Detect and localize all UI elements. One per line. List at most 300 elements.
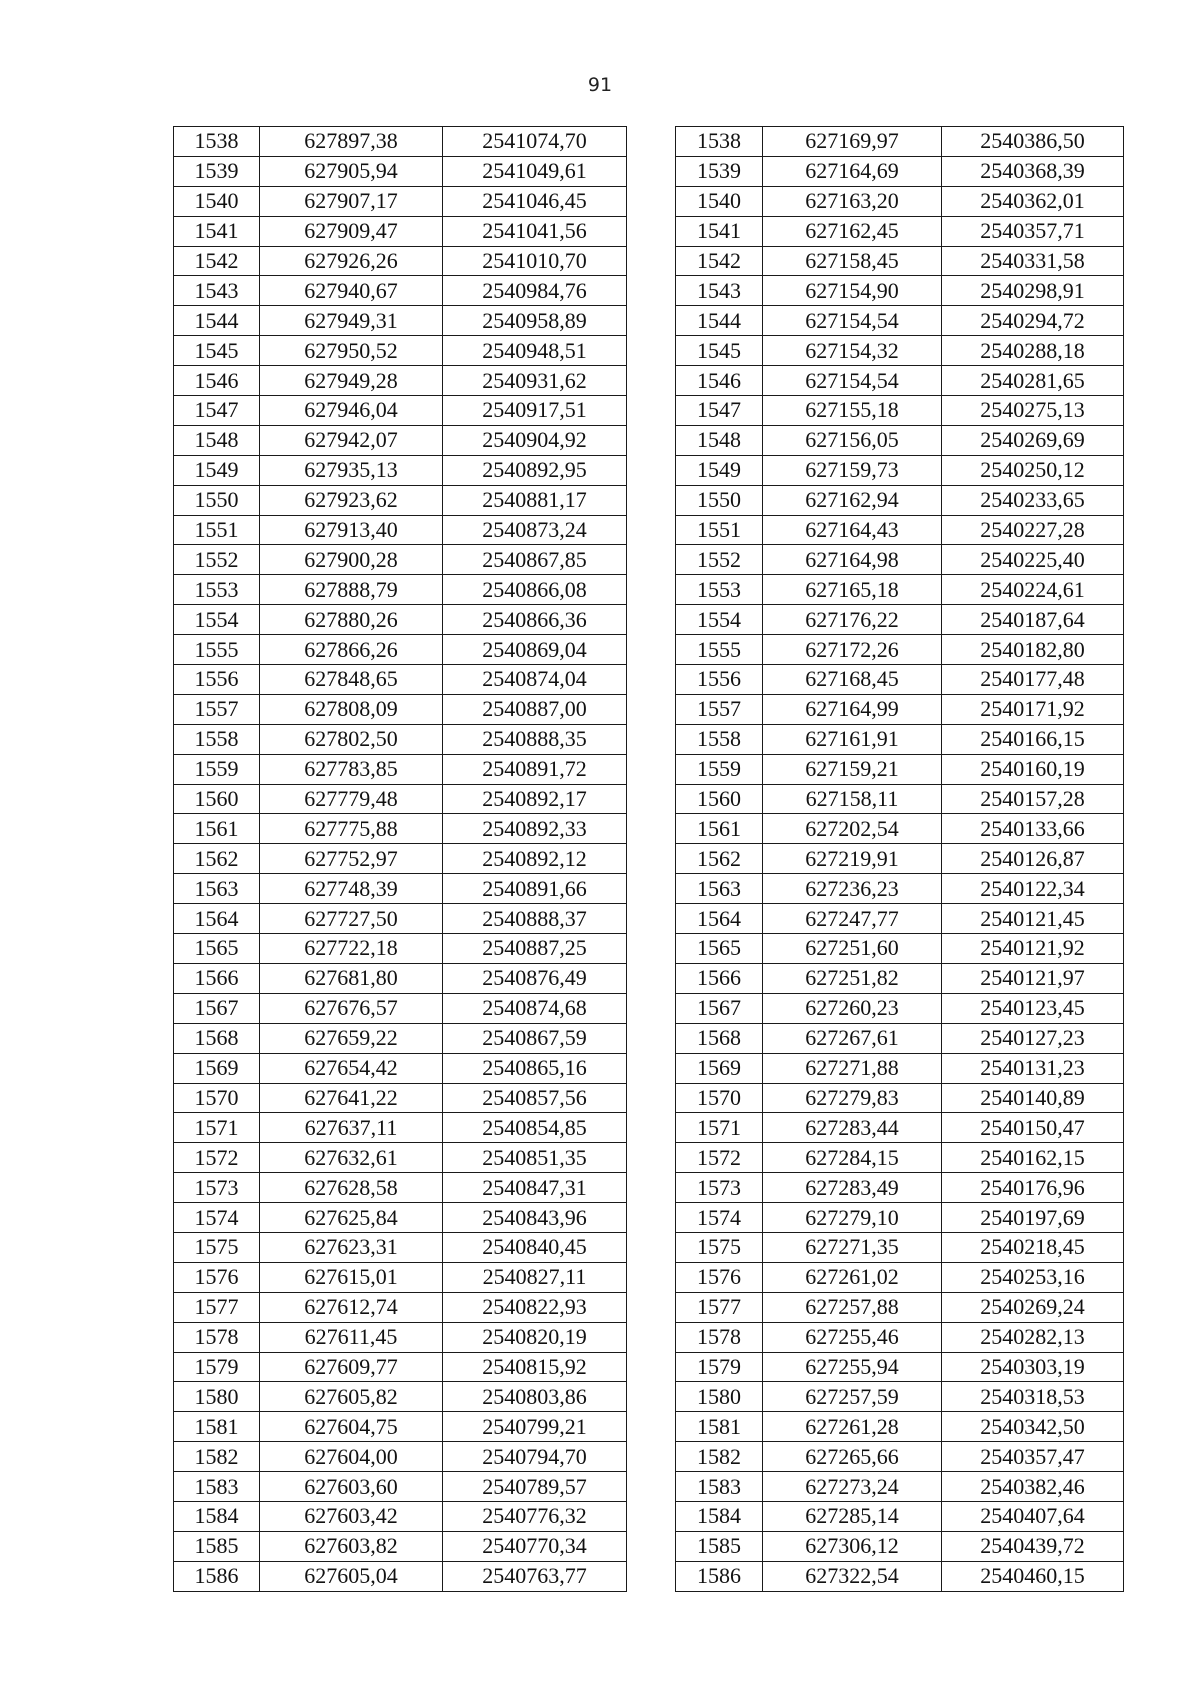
table-row: [174, 515, 1124, 545]
left-y-coordinate-cell: 2540888,35: [443, 724, 627, 754]
right-x-coordinate-cell: 627164,98: [763, 545, 942, 575]
right-point-number-cell: 1552: [676, 545, 763, 575]
left-x-coordinate-cell: 627722,18: [260, 934, 443, 964]
left-point-number-cell: 1563: [174, 874, 260, 904]
left-x-coordinate-cell: 627628,58: [260, 1173, 443, 1203]
left-point-number-cell: 1552: [174, 545, 260, 575]
right-x-coordinate-cell: 627165,18: [763, 575, 942, 605]
right-x-coordinate-cell: 627247,77: [763, 904, 942, 934]
left-x-coordinate-cell: 627946,04: [260, 396, 443, 426]
left-y-coordinate-cell: 2540869,04: [443, 635, 627, 665]
left-x-coordinate-cell: 627752,97: [260, 844, 443, 874]
column-gap: [627, 963, 676, 993]
column-gap: [627, 276, 676, 306]
left-point-number-cell: 1549: [174, 455, 260, 485]
right-y-coordinate-cell: 2540121,45: [942, 904, 1124, 934]
left-y-coordinate-cell: 2540840,45: [443, 1232, 627, 1262]
right-x-coordinate-cell: 627260,23: [763, 993, 942, 1023]
table-row: [174, 1531, 1124, 1561]
left-y-coordinate-cell: 2540876,49: [443, 963, 627, 993]
column-gap: [627, 1412, 676, 1442]
right-y-coordinate-cell: 2540160,19: [942, 754, 1124, 784]
right-point-number-cell: 1557: [676, 694, 763, 724]
right-y-coordinate-cell: 2540123,45: [942, 993, 1124, 1023]
column-gap: [627, 396, 676, 426]
left-y-coordinate-cell: 2540851,35: [443, 1143, 627, 1173]
left-x-coordinate-cell: 627615,01: [260, 1262, 443, 1292]
left-point-number-cell: 1547: [174, 396, 260, 426]
column-gap: [627, 724, 676, 754]
left-x-coordinate-cell: 627900,28: [260, 545, 443, 575]
table-row: [174, 127, 1124, 157]
left-point-number-cell: 1541: [174, 216, 260, 246]
right-point-number-cell: 1567: [676, 993, 763, 1023]
left-point-number-cell: 1574: [174, 1203, 260, 1233]
table-row: [174, 784, 1124, 814]
right-point-number-cell: 1580: [676, 1382, 763, 1412]
right-y-coordinate-cell: 2540171,92: [942, 694, 1124, 724]
left-x-coordinate-cell: 627611,45: [260, 1322, 443, 1352]
right-y-coordinate-cell: 2540362,01: [942, 186, 1124, 216]
left-x-coordinate-cell: 627748,39: [260, 874, 443, 904]
left-point-number-cell: 1578: [174, 1322, 260, 1352]
table-row: [174, 575, 1124, 605]
right-y-coordinate-cell: 2540133,66: [942, 814, 1124, 844]
column-gap: [627, 306, 676, 336]
left-x-coordinate-cell: 627681,80: [260, 963, 443, 993]
column-gap: [627, 784, 676, 814]
left-y-coordinate-cell: 2540873,24: [443, 515, 627, 545]
right-point-number-cell: 1544: [676, 306, 763, 336]
right-x-coordinate-cell: 627257,88: [763, 1292, 942, 1322]
right-y-coordinate-cell: 2540298,91: [942, 276, 1124, 306]
right-x-coordinate-cell: 627162,94: [763, 485, 942, 515]
left-point-number-cell: 1564: [174, 904, 260, 934]
right-x-coordinate-cell: 627271,88: [763, 1053, 942, 1083]
table-row: [174, 1501, 1124, 1531]
left-x-coordinate-cell: 627604,75: [260, 1412, 443, 1442]
table-row: [174, 485, 1124, 515]
column-gap: [627, 814, 676, 844]
right-x-coordinate-cell: 627172,26: [763, 635, 942, 665]
column-gap: [627, 665, 676, 695]
left-point-number-cell: 1560: [174, 784, 260, 814]
right-y-coordinate-cell: 2540386,50: [942, 127, 1124, 157]
right-y-coordinate-cell: 2540303,19: [942, 1352, 1124, 1382]
column-gap: [627, 425, 676, 455]
column-gap: [627, 336, 676, 366]
left-point-number-cell: 1558: [174, 724, 260, 754]
table-row: [174, 1143, 1124, 1173]
column-gap: [627, 515, 676, 545]
right-point-number-cell: 1586: [676, 1561, 763, 1591]
column-gap: [627, 1442, 676, 1472]
left-point-number-cell: 1572: [174, 1143, 260, 1173]
table-row: [174, 934, 1124, 964]
column-gap: [627, 1472, 676, 1502]
page-number: 91: [587, 74, 613, 96]
right-point-number-cell: 1566: [676, 963, 763, 993]
right-y-coordinate-cell: 2540357,47: [942, 1442, 1124, 1472]
left-x-coordinate-cell: 627935,13: [260, 455, 443, 485]
left-y-coordinate-cell: 2540874,68: [443, 993, 627, 1023]
right-point-number-cell: 1578: [676, 1322, 763, 1352]
left-y-coordinate-cell: 2540891,72: [443, 754, 627, 784]
right-point-number-cell: 1558: [676, 724, 763, 754]
left-x-coordinate-cell: 627676,57: [260, 993, 443, 1023]
left-x-coordinate-cell: 627907,17: [260, 186, 443, 216]
left-point-number-cell: 1540: [174, 186, 260, 216]
left-y-coordinate-cell: 2541049,61: [443, 156, 627, 186]
left-x-coordinate-cell: 627654,42: [260, 1053, 443, 1083]
column-gap: [627, 485, 676, 515]
table-row: [174, 1262, 1124, 1292]
left-x-coordinate-cell: 627659,22: [260, 1023, 443, 1053]
left-x-coordinate-cell: 627605,82: [260, 1382, 443, 1412]
table-row: [174, 874, 1124, 904]
table-row: [174, 186, 1124, 216]
left-point-number-cell: 1571: [174, 1113, 260, 1143]
left-x-coordinate-cell: 627802,50: [260, 724, 443, 754]
right-point-number-cell: 1573: [676, 1173, 763, 1203]
right-point-number-cell: 1560: [676, 784, 763, 814]
column-gap: [627, 904, 676, 934]
right-y-coordinate-cell: 2540225,40: [942, 545, 1124, 575]
right-point-number-cell: 1540: [676, 186, 763, 216]
right-point-number-cell: 1549: [676, 455, 763, 485]
left-point-number-cell: 1543: [174, 276, 260, 306]
column-gap: [627, 1113, 676, 1143]
right-point-number-cell: 1574: [676, 1203, 763, 1233]
right-x-coordinate-cell: 627164,43: [763, 515, 942, 545]
right-point-number-cell: 1539: [676, 156, 763, 186]
right-x-coordinate-cell: 627164,69: [763, 156, 942, 186]
column-gap: [627, 455, 676, 485]
column-gap: [627, 127, 676, 157]
left-y-coordinate-cell: 2540881,17: [443, 485, 627, 515]
column-gap: [627, 635, 676, 665]
right-x-coordinate-cell: 627273,24: [763, 1472, 942, 1502]
left-point-number-cell: 1566: [174, 963, 260, 993]
table-row: [174, 276, 1124, 306]
right-x-coordinate-cell: 627164,99: [763, 694, 942, 724]
left-point-number-cell: 1556: [174, 665, 260, 695]
right-point-number-cell: 1569: [676, 1053, 763, 1083]
left-y-coordinate-cell: 2540827,11: [443, 1262, 627, 1292]
table-row: [174, 844, 1124, 874]
left-point-number-cell: 1542: [174, 246, 260, 276]
right-point-number-cell: 1582: [676, 1442, 763, 1472]
left-y-coordinate-cell: 2540892,33: [443, 814, 627, 844]
table-row: [174, 1352, 1124, 1382]
right-x-coordinate-cell: 627283,44: [763, 1113, 942, 1143]
right-x-coordinate-cell: 627161,91: [763, 724, 942, 754]
right-point-number-cell: 1555: [676, 635, 763, 665]
column-gap: [627, 575, 676, 605]
right-y-coordinate-cell: 2540269,69: [942, 425, 1124, 455]
right-y-coordinate-cell: 2540162,15: [942, 1143, 1124, 1173]
right-y-coordinate-cell: 2540253,16: [942, 1262, 1124, 1292]
column-gap: [627, 1232, 676, 1262]
right-point-number-cell: 1564: [676, 904, 763, 934]
right-y-coordinate-cell: 2540250,12: [942, 455, 1124, 485]
left-point-number-cell: 1546: [174, 366, 260, 396]
right-point-number-cell: 1553: [676, 575, 763, 605]
left-y-coordinate-cell: 2540789,57: [443, 1472, 627, 1502]
left-x-coordinate-cell: 627949,31: [260, 306, 443, 336]
left-y-coordinate-cell: 2541046,45: [443, 186, 627, 216]
left-y-coordinate-cell: 2540867,85: [443, 545, 627, 575]
right-y-coordinate-cell: 2540368,39: [942, 156, 1124, 186]
left-x-coordinate-cell: 627950,52: [260, 336, 443, 366]
column-gap: [627, 1083, 676, 1113]
left-y-coordinate-cell: 2540776,32: [443, 1501, 627, 1531]
right-point-number-cell: 1556: [676, 665, 763, 695]
left-x-coordinate-cell: 627632,61: [260, 1143, 443, 1173]
right-point-number-cell: 1542: [676, 246, 763, 276]
column-gap: [627, 1173, 676, 1203]
left-x-coordinate-cell: 627605,04: [260, 1561, 443, 1591]
left-x-coordinate-cell: 627848,65: [260, 665, 443, 695]
left-x-coordinate-cell: 627603,42: [260, 1501, 443, 1531]
left-point-number-cell: 1559: [174, 754, 260, 784]
left-point-number-cell: 1582: [174, 1442, 260, 1472]
column-gap: [627, 1561, 676, 1591]
right-x-coordinate-cell: 627284,15: [763, 1143, 942, 1173]
right-x-coordinate-cell: 627265,66: [763, 1442, 942, 1472]
left-point-number-cell: 1548: [174, 425, 260, 455]
left-y-coordinate-cell: 2540763,77: [443, 1561, 627, 1591]
right-x-coordinate-cell: 627306,12: [763, 1531, 942, 1561]
left-y-coordinate-cell: 2540820,19: [443, 1322, 627, 1352]
right-point-number-cell: 1547: [676, 396, 763, 426]
left-x-coordinate-cell: 627612,74: [260, 1292, 443, 1322]
column-gap: [627, 1143, 676, 1173]
table-row: [174, 1023, 1124, 1053]
column-gap: [627, 754, 676, 784]
column-gap: [627, 934, 676, 964]
column-gap: [627, 216, 676, 246]
right-x-coordinate-cell: 627154,54: [763, 366, 942, 396]
table-row: [174, 1113, 1124, 1143]
right-y-coordinate-cell: 2540282,13: [942, 1322, 1124, 1352]
left-x-coordinate-cell: 627808,09: [260, 694, 443, 724]
left-y-coordinate-cell: 2540887,25: [443, 934, 627, 964]
left-point-number-cell: 1561: [174, 814, 260, 844]
table-row: [174, 336, 1124, 366]
left-point-number-cell: 1583: [174, 1472, 260, 1502]
right-point-number-cell: 1554: [676, 605, 763, 635]
right-y-coordinate-cell: 2540122,34: [942, 874, 1124, 904]
left-y-coordinate-cell: 2540857,56: [443, 1083, 627, 1113]
left-x-coordinate-cell: 627866,26: [260, 635, 443, 665]
column-gap: [627, 1382, 676, 1412]
left-y-coordinate-cell: 2540874,04: [443, 665, 627, 695]
left-y-coordinate-cell: 2541010,70: [443, 246, 627, 276]
right-y-coordinate-cell: 2540288,18: [942, 336, 1124, 366]
column-gap: [627, 1203, 676, 1233]
left-x-coordinate-cell: 627609,77: [260, 1352, 443, 1382]
column-gap: [627, 545, 676, 575]
right-y-coordinate-cell: 2540407,64: [942, 1501, 1124, 1531]
right-x-coordinate-cell: 627219,91: [763, 844, 942, 874]
right-point-number-cell: 1545: [676, 336, 763, 366]
right-point-number-cell: 1551: [676, 515, 763, 545]
left-x-coordinate-cell: 627604,00: [260, 1442, 443, 1472]
right-x-coordinate-cell: 627162,45: [763, 216, 942, 246]
column-gap: [627, 1501, 676, 1531]
left-x-coordinate-cell: 627603,82: [260, 1531, 443, 1561]
left-point-number-cell: 1554: [174, 605, 260, 635]
left-x-coordinate-cell: 627641,22: [260, 1083, 443, 1113]
left-y-coordinate-cell: 2540892,12: [443, 844, 627, 874]
table-row: [174, 724, 1124, 754]
left-x-coordinate-cell: 627775,88: [260, 814, 443, 844]
right-x-coordinate-cell: 627279,83: [763, 1083, 942, 1113]
table-row: [174, 1472, 1124, 1502]
left-x-coordinate-cell: 627913,40: [260, 515, 443, 545]
right-x-coordinate-cell: 627267,61: [763, 1023, 942, 1053]
right-x-coordinate-cell: 627202,54: [763, 814, 942, 844]
table-row: [174, 694, 1124, 724]
left-x-coordinate-cell: 627888,79: [260, 575, 443, 605]
table-row: [174, 1083, 1124, 1113]
left-y-coordinate-cell: 2540866,36: [443, 605, 627, 635]
left-x-coordinate-cell: 627779,48: [260, 784, 443, 814]
right-point-number-cell: 1577: [676, 1292, 763, 1322]
left-x-coordinate-cell: 627949,28: [260, 366, 443, 396]
left-y-coordinate-cell: 2540887,00: [443, 694, 627, 724]
right-x-coordinate-cell: 627156,05: [763, 425, 942, 455]
table-row: [174, 1442, 1124, 1472]
left-point-number-cell: 1586: [174, 1561, 260, 1591]
left-point-number-cell: 1557: [174, 694, 260, 724]
right-point-number-cell: 1575: [676, 1232, 763, 1262]
right-y-coordinate-cell: 2540224,61: [942, 575, 1124, 605]
left-point-number-cell: 1575: [174, 1232, 260, 1262]
table-row: [174, 1292, 1124, 1322]
table-row: [174, 1322, 1124, 1352]
right-x-coordinate-cell: 627236,23: [763, 874, 942, 904]
table-row: [174, 904, 1124, 934]
left-y-coordinate-cell: 2540865,16: [443, 1053, 627, 1083]
left-y-coordinate-cell: 2540867,59: [443, 1023, 627, 1053]
right-x-coordinate-cell: 627285,14: [763, 1501, 942, 1531]
right-point-number-cell: 1548: [676, 425, 763, 455]
column-gap: [627, 1053, 676, 1083]
right-x-coordinate-cell: 627158,11: [763, 784, 942, 814]
left-y-coordinate-cell: 2540866,08: [443, 575, 627, 605]
right-point-number-cell: 1563: [676, 874, 763, 904]
right-point-number-cell: 1565: [676, 934, 763, 964]
table-row: [174, 1382, 1124, 1412]
right-x-coordinate-cell: 627169,97: [763, 127, 942, 157]
right-y-coordinate-cell: 2540218,45: [942, 1232, 1124, 1262]
table-row: [174, 396, 1124, 426]
left-x-coordinate-cell: 627783,85: [260, 754, 443, 784]
left-y-coordinate-cell: 2540799,21: [443, 1412, 627, 1442]
right-point-number-cell: 1550: [676, 485, 763, 515]
table-row: [174, 156, 1124, 186]
right-point-number-cell: 1571: [676, 1113, 763, 1143]
table-row: [174, 216, 1124, 246]
right-y-coordinate-cell: 2540342,50: [942, 1412, 1124, 1442]
right-point-number-cell: 1559: [676, 754, 763, 784]
right-x-coordinate-cell: 627176,22: [763, 605, 942, 635]
table-row: [174, 545, 1124, 575]
right-x-coordinate-cell: 627154,32: [763, 336, 942, 366]
left-x-coordinate-cell: 627880,26: [260, 605, 443, 635]
table-row: [174, 665, 1124, 695]
right-x-coordinate-cell: 627163,20: [763, 186, 942, 216]
left-point-number-cell: 1565: [174, 934, 260, 964]
column-gap: [627, 246, 676, 276]
right-y-coordinate-cell: 2540357,71: [942, 216, 1124, 246]
left-x-coordinate-cell: 627625,84: [260, 1203, 443, 1233]
left-y-coordinate-cell: 2540958,89: [443, 306, 627, 336]
left-point-number-cell: 1551: [174, 515, 260, 545]
right-x-coordinate-cell: 627158,45: [763, 246, 942, 276]
right-y-coordinate-cell: 2540157,28: [942, 784, 1124, 814]
coordinates-table: [173, 126, 1124, 1592]
left-point-number-cell: 1544: [174, 306, 260, 336]
left-y-coordinate-cell: 2540892,17: [443, 784, 627, 814]
left-x-coordinate-cell: 627603,60: [260, 1472, 443, 1502]
right-x-coordinate-cell: 627251,82: [763, 963, 942, 993]
left-point-number-cell: 1573: [174, 1173, 260, 1203]
left-y-coordinate-cell: 2540822,93: [443, 1292, 627, 1322]
column-gap: [627, 1531, 676, 1561]
right-point-number-cell: 1568: [676, 1023, 763, 1053]
right-x-coordinate-cell: 627261,28: [763, 1412, 942, 1442]
right-x-coordinate-cell: 627279,10: [763, 1203, 942, 1233]
right-x-coordinate-cell: 627159,73: [763, 455, 942, 485]
left-point-number-cell: 1545: [174, 336, 260, 366]
left-y-coordinate-cell: 2540984,76: [443, 276, 627, 306]
left-x-coordinate-cell: 627905,94: [260, 156, 443, 186]
table-row: [174, 455, 1124, 485]
right-point-number-cell: 1585: [676, 1531, 763, 1561]
right-point-number-cell: 1579: [676, 1352, 763, 1382]
right-y-coordinate-cell: 2540294,72: [942, 306, 1124, 336]
right-x-coordinate-cell: 627159,21: [763, 754, 942, 784]
right-y-coordinate-cell: 2540227,28: [942, 515, 1124, 545]
right-y-coordinate-cell: 2540166,15: [942, 724, 1124, 754]
left-x-coordinate-cell: 627623,31: [260, 1232, 443, 1262]
column-gap: [627, 1023, 676, 1053]
table-row: [174, 1053, 1124, 1083]
left-x-coordinate-cell: 627940,67: [260, 276, 443, 306]
right-x-coordinate-cell: 627255,46: [763, 1322, 942, 1352]
table-row: [174, 306, 1124, 336]
column-gap: [627, 844, 676, 874]
column-gap: [627, 186, 676, 216]
left-y-coordinate-cell: 2540794,70: [443, 1442, 627, 1472]
left-point-number-cell: 1562: [174, 844, 260, 874]
right-y-coordinate-cell: 2540197,69: [942, 1203, 1124, 1233]
left-y-coordinate-cell: 2541074,70: [443, 127, 627, 157]
left-point-number-cell: 1550: [174, 485, 260, 515]
left-x-coordinate-cell: 627727,50: [260, 904, 443, 934]
right-y-coordinate-cell: 2540150,47: [942, 1113, 1124, 1143]
right-x-coordinate-cell: 627168,45: [763, 665, 942, 695]
left-point-number-cell: 1585: [174, 1531, 260, 1561]
right-y-coordinate-cell: 2540269,24: [942, 1292, 1124, 1322]
left-x-coordinate-cell: 627942,07: [260, 425, 443, 455]
right-point-number-cell: 1546: [676, 366, 763, 396]
left-y-coordinate-cell: 2540770,34: [443, 1531, 627, 1561]
left-y-coordinate-cell: 2540931,62: [443, 366, 627, 396]
